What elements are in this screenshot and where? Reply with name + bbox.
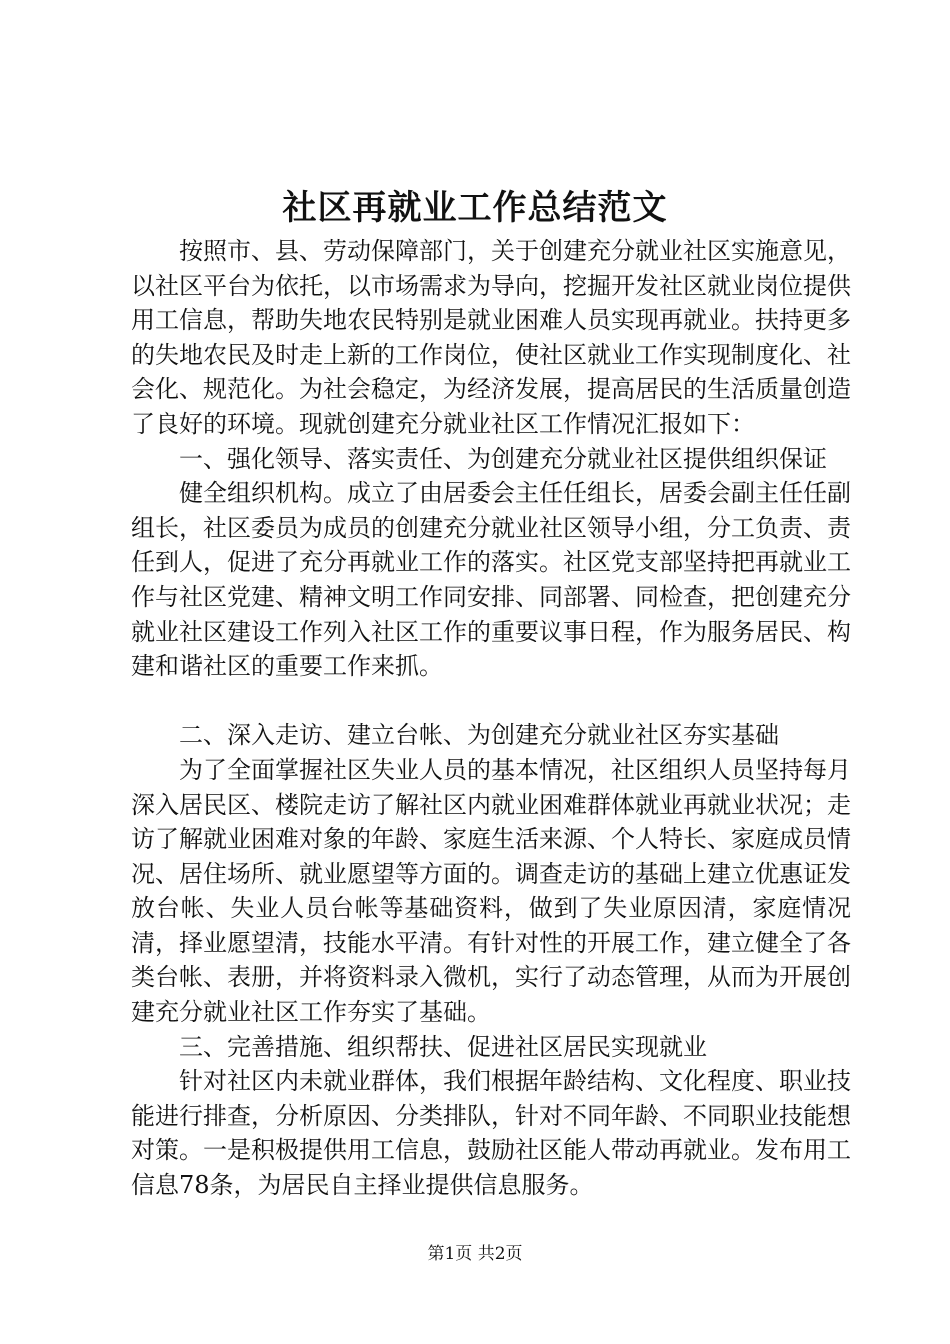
section-heading-3: 三、完善措施、组织帮扶、促进社区居民实现就业 (179, 1032, 707, 1061)
paragraph-section-3: 针对社区内未就业群体，我们根据年龄结构、文化程度、职业技能进行排查，分析原因、分类排队，针对不同年龄、不同职业技能想对策。一是积极提供用工信息，鼓励社区能人带动再就业。发布用工信息78条，为居民自主择业提供信息服务。 (131, 1067, 851, 1200)
document-title: 社区再就业工作总结范文 (282, 188, 668, 228)
document-body (131, 234, 851, 1203)
section-heading-1: 一、强化领导、落实责任、为创建充分就业社区提供组织保证 (179, 444, 827, 473)
paragraph-gap (131, 684, 851, 719)
paragraph-section-1: 健全组织机构。成立了由居委会主任任组长，居委会副主任任副组长，社区委员为成员的创建充分就业社区领导小组，分工负责、责任到人，促进了充分再就业工作的落实。社区党支部坚持把再就业工作与社区党建、精神文明工作同安排、同部署、同检查，把创建充分就业社区建设工作列入社区工作的重要议事日程，作为服务居民、构建和谐社区的重要工作来抓。 (131, 479, 851, 681)
paragraph-section-2: 为了全面掌握社区失业人员的基本情况，社区组织人员坚持每月深入居民区、楼院走访了解社区内就业困难群体就业再就业状况；走访了解就业困难对象的年龄、家庭生活来源、个人特长、家庭成员情况、居住场所、就业愿望等方面的。调查走访的基础上建立优惠证发放台帐、失业人员台帐等基础资料，做到了失业原因清，家庭情况清，择业愿望清，技能水平清。有针对性的开展工作，建立健全了各类台帐、表册，并将资料录入微机，实行了动态管理，从而为开展创建充分就业社区工作夯实了基础。 (131, 755, 851, 1027)
section-heading-2: 二、深入走访、建立台帐、为创建充分就业社区夯实基础 (179, 721, 779, 750)
page-number-footer: 第1页 共2页 (427, 1244, 523, 1264)
paragraph-intro: 按照市、县、劳动保障部门，关于创建充分就业社区实施意见，以社区平台为依托，以市场需求为导向，挖掘开发社区就业岗位提供用工信息，帮助失地农民特别是就业困难人员实现再就业。扶持更多的失地农民及时走上新的工作岗位，使社区就业工作实现制度化、社会化、规范化。为社会稳定，为经济发展，提高居民的生活质量创造了良好的环境。现就创建充分就业社区工作情况汇报如下： (131, 237, 851, 438)
